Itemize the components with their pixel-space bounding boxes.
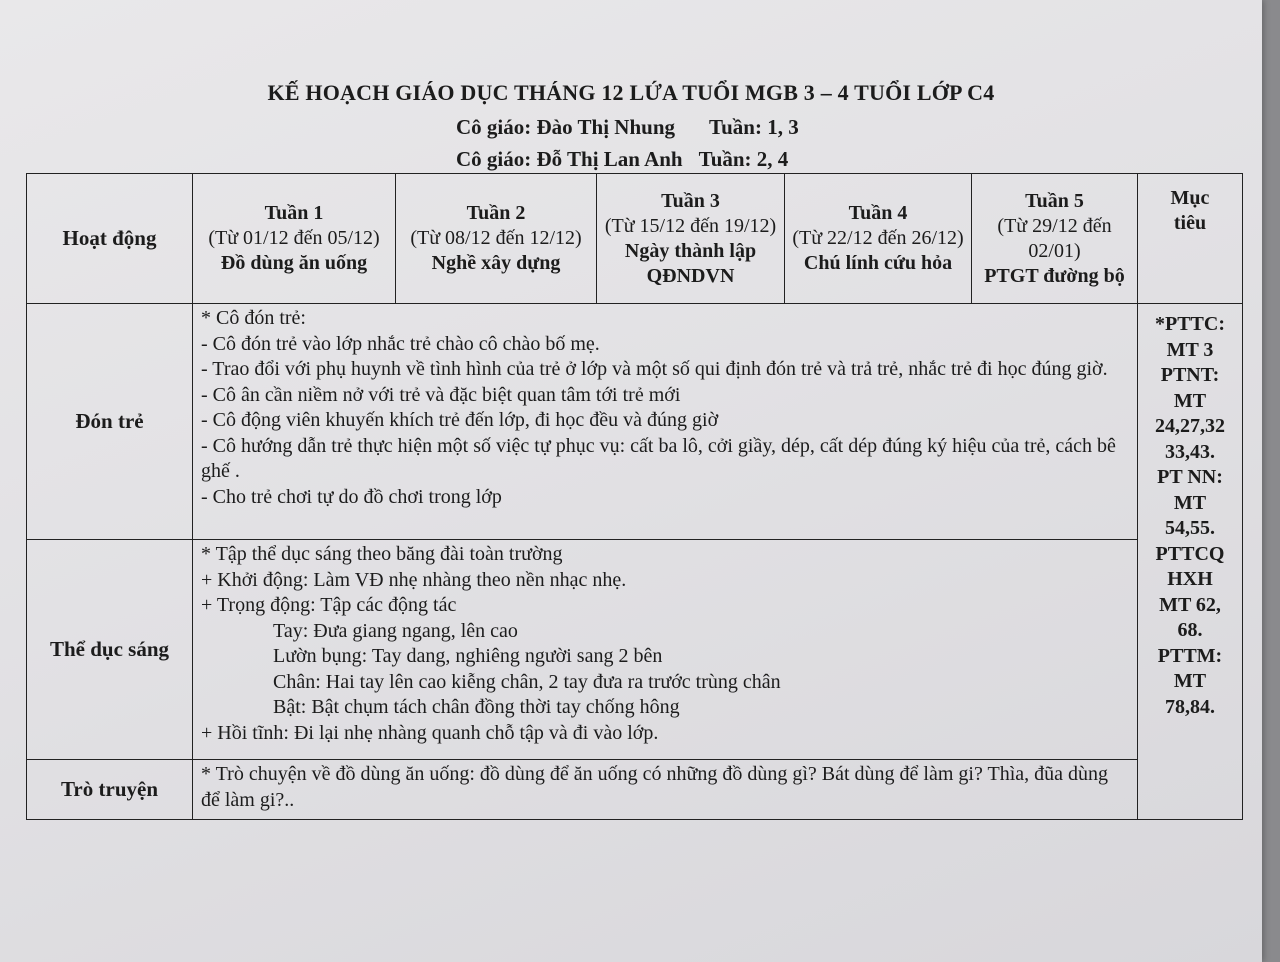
week-5-header: [972, 174, 1138, 304]
objective-header-label: Mục tiêu: [1170, 187, 1210, 234]
text-line: - Cô hướng dẫn trẻ thực hiện một số việc tự phục vụ: cất ba lô, cởi giầy, dép, cất dép đúng ký hiệu của trẻ, cách bê ghế .: [201, 434, 1116, 482]
objective-item: MT: [1173, 670, 1207, 692]
text-line: + Trọng động: Tập các động tác: [201, 594, 457, 616]
objective-item: *PTTC:: [1155, 313, 1225, 335]
row-don-tre: [27, 304, 1243, 540]
header-row: [27, 174, 1243, 304]
text-line: * Tập thể dục sáng theo băng đài toàn trường: [201, 543, 563, 565]
text-line: + Khởi động: Làm VĐ nhẹ nhàng theo nền nhạc nhẹ.: [201, 568, 627, 591]
week-1-topic: Đồ dùng ăn uống: [220, 252, 368, 274]
objective-item: PTTCQ: [1155, 542, 1225, 565]
week-3-topic: Ngày thành lập QĐNDVN: [624, 239, 757, 287]
exercise-line: Lườn bụng: Tay dang, nghiêng người sang 2 bên: [273, 645, 663, 667]
objective-item: 54,55.: [1165, 517, 1215, 539]
week-1-label: Tuần 1: [264, 202, 324, 224]
week-4-header: [785, 174, 972, 304]
week-3-label: Tuần 3: [661, 189, 720, 212]
week-4-range: (Từ 22/12 đến 26/12): [792, 227, 964, 249]
week-2-header: [396, 174, 597, 304]
plan-table: [26, 173, 1243, 820]
text-line: * Trò chuyện về đồ dùng ăn uống: đồ dùng để ăn uống có những đồ dùng gì? Bát dùng để làm gi? Thìa, đũa dùng để làm gi?..: [201, 763, 1109, 811]
text-line: + Hồi tĩnh: Đi lại nhẹ nhàng quanh chỗ tập và đi vào lớp.: [201, 721, 659, 744]
text-line: - Trao đổi với phụ huynh về tình hình của trẻ ở lớp và một số qui định đón trẻ và trả trẻ, nhắc trẻ đi học đúng giờ.: [201, 358, 1108, 380]
exercise-line: Bật: Bật chụm tách chân đồng thời tay chống hông: [273, 696, 680, 718]
week-5-range: (Từ 29/12 đến 02/01): [997, 214, 1112, 262]
objective-item: PT NN:: [1157, 466, 1223, 488]
week-5-label: Tuần 5: [1025, 189, 1084, 212]
week-3-range: (Từ 15/12 đến 19/12): [604, 214, 777, 237]
week-1-range: (Từ 01/12 đến 05/12): [208, 227, 380, 249]
week-5-topic: PTGT đường bộ: [984, 264, 1125, 287]
activity-header: Hoạt động: [27, 174, 193, 304]
week-2-topic: Nghề xây dựng: [431, 252, 561, 274]
objective-item: PTNT:: [1160, 364, 1220, 386]
week-3-header: [597, 174, 785, 304]
text-line: * Cô đón trẻ:: [201, 307, 306, 329]
row-label-tro-truyen: Trò truyện: [27, 760, 193, 820]
objective-item: MT: [1173, 491, 1207, 514]
text-line: - Cô đón trẻ vào lớp nhắc trẻ chào cô chào bố mẹ.: [201, 332, 600, 355]
exercise-line: Tay: Đưa giang ngang, lên cao: [273, 619, 518, 642]
objective-item: MT 62,: [1159, 593, 1221, 616]
teacher-weeks-2: Tuần: 2, 4: [698, 147, 789, 171]
week-4-label: Tuần 4: [848, 202, 908, 224]
teacher-name-2: Cô giáo: Đỗ Thị Lan Anh: [456, 147, 683, 171]
objective-item: 78,84.: [1165, 695, 1215, 718]
row-label-the-duc-sang: Thể dục sáng: [27, 540, 193, 760]
text-line: - Cho trẻ chơi tự do đồ chơi trong lớp: [201, 485, 502, 508]
week-1-header: [193, 174, 396, 304]
objective-item: 24,27,32: [1155, 415, 1225, 437]
week-4-topic: Chú lính cứu hỏa: [803, 252, 953, 274]
row-content-the-duc-sang: [193, 540, 1138, 760]
row-tro-truyen: [27, 760, 1243, 820]
week-2-label: Tuần 2: [466, 202, 526, 224]
objective-item: MT: [1173, 389, 1207, 412]
teacher-weeks-1: Tuần: 1, 3: [709, 115, 799, 139]
row-content-tro-truyen: [193, 760, 1138, 820]
objective-item: HXH: [1167, 568, 1213, 590]
teacher-name-1: Cô giáo: Đào Thị Nhung: [456, 115, 676, 139]
objective-item: MT 3: [1166, 338, 1214, 361]
objectives-cell: [1138, 304, 1243, 820]
objective-header: [1138, 174, 1243, 304]
teacher-line-2: [456, 147, 788, 172]
row-label-don-tre: Đón trẻ: [27, 304, 193, 540]
teacher-line-1: [456, 115, 799, 140]
text-line: - Cô động viên khuyến khích trẻ đến lớp, đi học đều và đúng giờ: [201, 409, 719, 431]
text-line: - Cô ân cần niềm nở với trẻ và đặc biệt quan tâm tới trẻ mới: [201, 383, 681, 406]
objective-item: 68.: [1177, 619, 1203, 641]
document-title: KẾ HOẠCH GIÁO DỤC THÁNG 12 LỨA TUỔI MGB 3 – 4 TUỔI LỚP C4: [267, 80, 995, 105]
row-content-don-tre: [193, 304, 1138, 540]
objective-item: 33,43.: [1165, 440, 1215, 463]
row-the-duc-sang: [27, 540, 1243, 760]
objective-item: PTTM:: [1157, 644, 1223, 667]
exercise-line: Chân: Hai tay lên cao kiễng chân, 2 tay đưa ra trước trùng chân: [273, 670, 781, 693]
week-2-range: (Từ 08/12 đến 12/12): [410, 227, 582, 249]
